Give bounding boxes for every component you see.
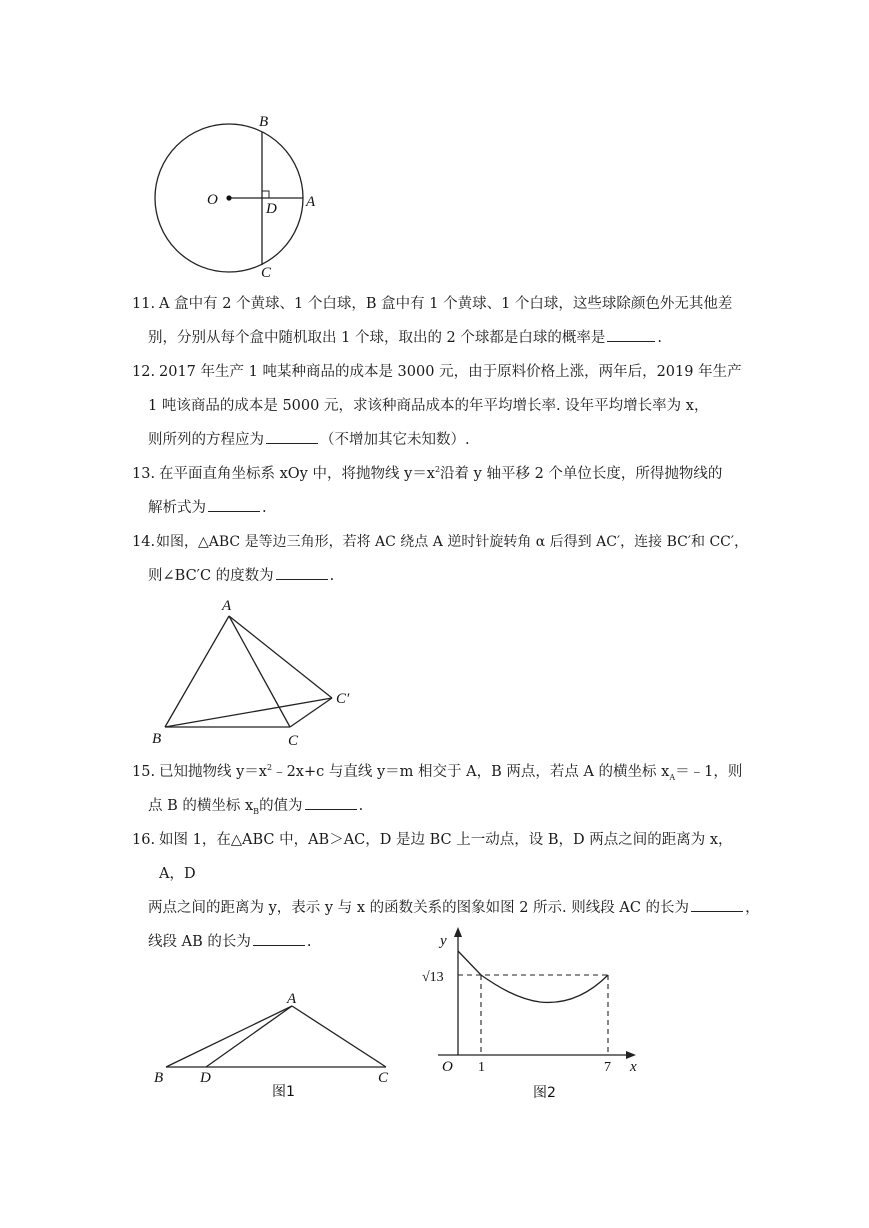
segment-ac-prime (229, 616, 332, 698)
text-run: . (329, 568, 335, 584)
question-text (132, 491, 744, 525)
text-run: 则∠BC′C 的度数为 (148, 568, 274, 584)
question-text (132, 559, 744, 593)
answer-blank (305, 795, 357, 810)
label-a: A (222, 598, 232, 614)
question-number: 16. (132, 832, 156, 848)
label-b: B (154, 1070, 164, 1086)
label-d: D (266, 201, 277, 217)
text-run: 已知抛物线 y＝x (159, 764, 267, 780)
question-text (132, 891, 760, 925)
subscript: B (253, 806, 260, 816)
text-run: ， (745, 900, 760, 916)
circle-diagram (140, 105, 330, 285)
question-13 (132, 457, 744, 525)
x-axis-arrow (626, 1051, 636, 1059)
superscript: 2 (266, 763, 273, 773)
y-axis-arrow (454, 927, 462, 937)
subscript: A (669, 772, 676, 782)
question-number: 15. (132, 764, 156, 780)
label-a: A (306, 194, 316, 210)
label-c: C (261, 265, 272, 281)
segment-cc-prime (290, 698, 332, 727)
label-o: O (207, 192, 218, 208)
text-run: 的值为 (259, 798, 303, 814)
label-c: C (288, 733, 299, 749)
figure-1 (150, 990, 410, 1105)
label-d: D (200, 1070, 211, 1086)
figure-2 (418, 925, 648, 1100)
figure-2-graph (418, 925, 648, 1100)
question-number: 11. (132, 296, 156, 312)
text-run: 解析式为 (148, 500, 206, 516)
label-o: O (442, 1059, 453, 1075)
text-run: 点 B 的横坐标 x (148, 798, 254, 814)
question-text (132, 755, 744, 789)
question-14 (132, 525, 749, 593)
question-text: 2017 年生产 1 吨某种商品的成本是 3000 元，由于原料价格上涨，两年后，2019 年生产 (159, 364, 742, 380)
segment-ab (166, 1006, 292, 1067)
triangle-figure (145, 595, 375, 755)
text-run: . (358, 798, 364, 814)
segment-ad (206, 1006, 292, 1067)
circle-figure (140, 105, 330, 285)
text-run: 两点之间的距离为 y，表示 y 与 x 的函数关系的图象如图 2 所示. 则线段 AC 的长为 (148, 900, 690, 916)
label-x: x (630, 1059, 637, 1075)
question-text (132, 321, 744, 355)
text-run: 线段 AB 的长为 (148, 934, 251, 950)
question-text (132, 457, 744, 491)
question-15 (132, 755, 744, 823)
figure-caption: 图1 (272, 1084, 295, 1100)
answer-blank (276, 565, 328, 580)
question-text: 1 吨该商品的成本是 5000 元，求该种商品成本的年平均增长率. 设年平均增长率为 x， (148, 398, 709, 414)
text-run: 在平面直角坐标系 xOy 中，将抛物线 y＝x (159, 466, 435, 482)
label-c-prime: C′ (336, 691, 350, 707)
center-point (226, 195, 231, 200)
answer-blank (691, 897, 743, 912)
label-b: B (259, 114, 269, 130)
figure-caption: 图2 (533, 1085, 556, 1101)
segment-ab (165, 616, 229, 727)
figure-1-diagram (150, 990, 410, 1105)
answer-blank (266, 429, 318, 444)
segment-ac (292, 1006, 386, 1067)
triangle-diagram (145, 595, 375, 755)
question-number: 14. (132, 534, 156, 550)
question-number: 13. (132, 466, 156, 482)
label-y: y (440, 933, 447, 949)
right-angle-mark (262, 191, 269, 198)
text-run: 沿着 y 轴平移 2 个单位长度，所得抛物线的 (440, 466, 723, 482)
text-run: ＝﹣1，则 (675, 764, 743, 780)
label-1: 1 (478, 1060, 485, 1075)
question-text (132, 789, 744, 823)
label-7: 7 (604, 1060, 611, 1075)
segment-bc-prime (165, 698, 332, 727)
question-11 (132, 287, 744, 355)
label-c: C (378, 1070, 389, 1086)
question-text: A 盒中有 2 个黄球、1 个白球，B 盒中有 1 个黄球、1 个白球，这些球除颜色外无其他差 (159, 296, 733, 312)
question-number: 12. (132, 364, 156, 380)
text-run: （不增加其它未知数）. (320, 432, 470, 448)
text-run: . (306, 934, 312, 950)
question-text: 如图 1，在△ABC 中，AB＞AC，D 是边 BC 上一动点，设 B，D 两点之间的距离为 x，A，D (159, 832, 733, 882)
text-run: . (657, 330, 662, 346)
answer-blank (607, 327, 655, 342)
question-text (132, 423, 744, 457)
question-12 (132, 355, 744, 457)
label-sqrt13: √13 (422, 970, 444, 985)
label-b: B (152, 731, 162, 747)
question-text: 如图，△ABC 是等边三角形，若将 AC 绕点 A 逆时针旋转角 α 后得到 AC′，连接 BC′和 CC′， (156, 534, 749, 550)
text-run: ﹣2x+c 与直线 y＝m 相交于 A，B 两点，若点 A 的横坐标 x (272, 764, 670, 780)
label-a: A (287, 991, 297, 1007)
text-run: 别，分别从每个盒中随机取出 1 个球，取出的 2 个球都是白球的概率是 (148, 330, 606, 346)
answer-blank (253, 931, 305, 946)
superscript: 2 (434, 465, 441, 475)
text-run: . (262, 500, 267, 516)
answer-blank (208, 497, 260, 512)
text-run: 则所列的方程应为 (148, 432, 264, 448)
